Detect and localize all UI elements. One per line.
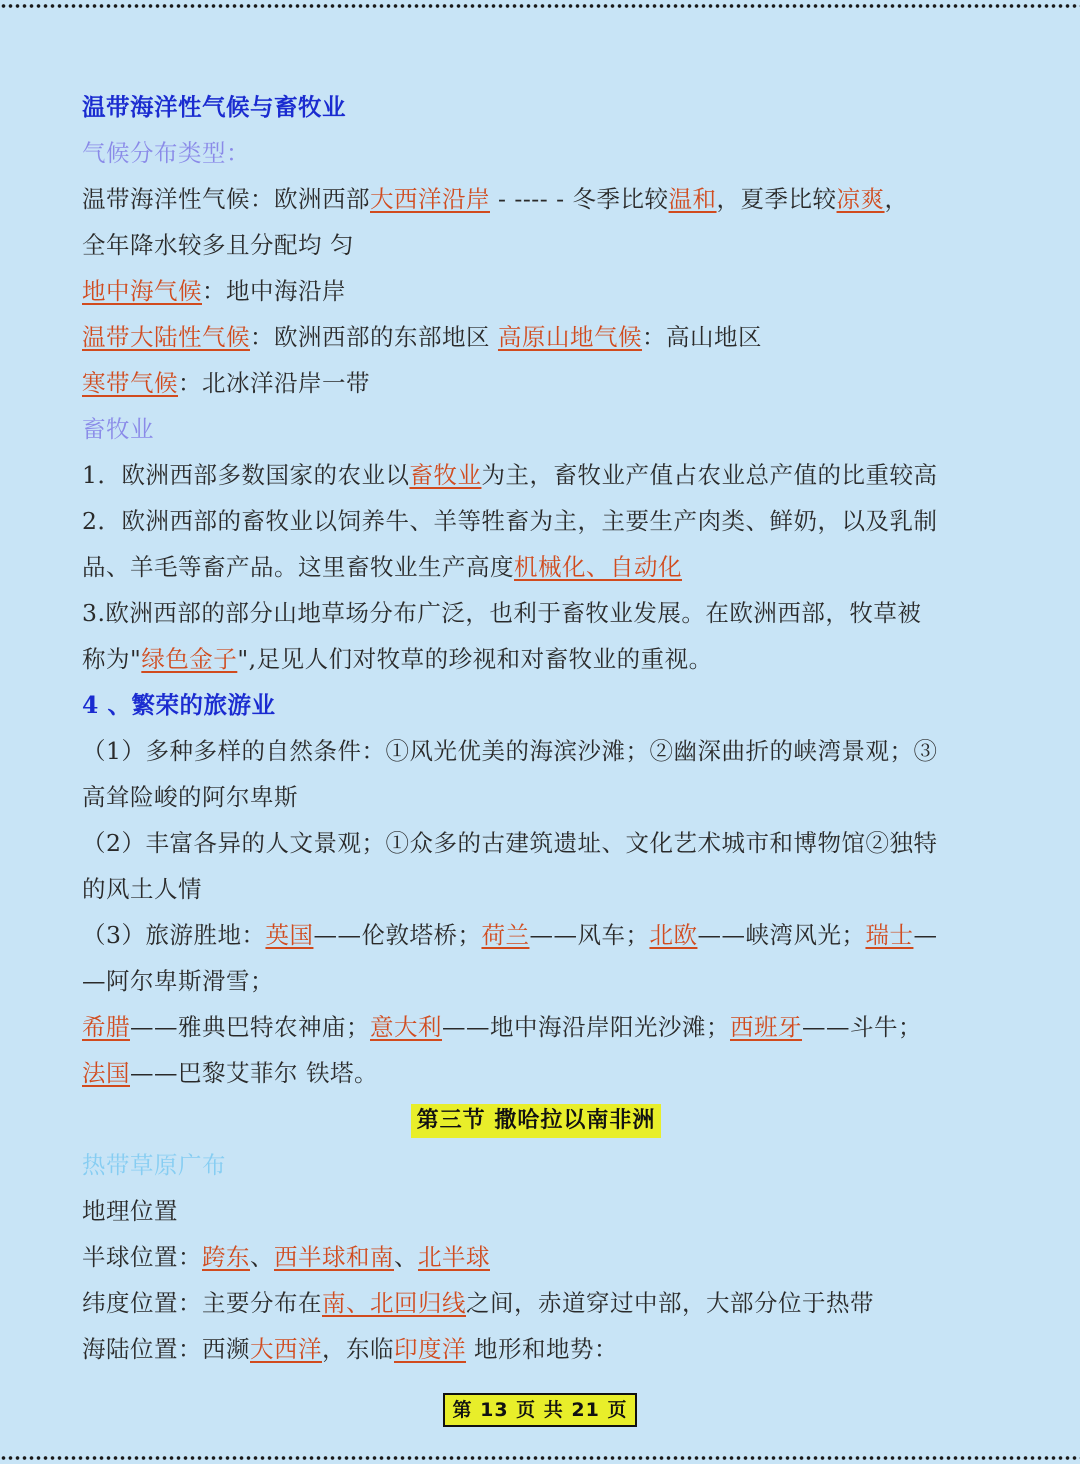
page-number: 第 13 页 共 21 页 [443, 1393, 638, 1427]
climate-mediterranean: 地中海气候：地中海沿岸 [82, 277, 346, 305]
geo-title: 地理位置 [82, 1197, 178, 1225]
highlight-polar-climate: 寒带气候 [82, 369, 178, 397]
tourism-point-3-line-2: —阿尔卑斯滑雪； [82, 967, 274, 995]
highlight-highland-climate: 高原山地气候 [497, 323, 642, 351]
geo-sea-land: 海陆位置：西濒大西洋，东临印度洋 地形和地势： [82, 1335, 618, 1363]
tourism-point-3-line-1: （3）旅游胜地：英国——伦敦塔桥；荷兰——风车；北欧——峡湾风光；瑞士— [82, 921, 938, 949]
climate-oceanic-line-1: 温带海洋性气候：欧洲西部大西洋沿岸 - ---- - 冬季比较温和，夏季比较凉爽， [82, 185, 909, 213]
tourism-point-3-line-3: 希腊——雅典巴特农神庙；意大利——地中海沿岸阳光沙滩；西班牙——斗牛； [82, 1013, 922, 1041]
section-title: 第三节 撒哈拉以南非洲 [411, 1104, 662, 1138]
highlight-tropics: 南、北回归线 [322, 1289, 466, 1317]
highlight-green-gold: 绿色金子 [141, 645, 238, 673]
highlight-west-south: 西半球和南 [274, 1243, 394, 1271]
highlight-north-hemisphere: 北半球 [418, 1243, 490, 1271]
section-title-row [82, 1096, 990, 1142]
livestock-point-2-line-2: 品、羊毛等畜产品。这里畜牧业生产高度机械化、自动化 [82, 553, 682, 581]
tourism-point-3-line-4: 法国——巴黎艾菲尔 铁塔。 [82, 1059, 378, 1087]
highlight-switzerland: 瑞士 [865, 921, 914, 949]
highlight-spain: 西班牙 [730, 1013, 802, 1041]
page-number-wrap [0, 1393, 1080, 1427]
bottom-dotted-border [0, 1454, 1080, 1462]
heading-oceanic-climate-livestock: 温带海洋性气候与畜牧业 [82, 93, 346, 121]
livestock-point-3-line-2: 称为"绿色金子",足见人们对牧草的珍视和对畜牧业的重视。 [82, 645, 713, 673]
climate-continental-highland: 温带大陆性气候：欧洲西部的东部地区 高原山地气候：高山地区 [82, 323, 762, 351]
highlight-continental-climate: 温带大陆性气候 [82, 323, 250, 351]
subheading-livestock: 畜牧业 [82, 415, 154, 443]
tourism-point-2-line-1: （2）丰富各异的人文景观；①众多的古建筑遗址、文化艺术城市和博物馆②独特 [82, 829, 938, 857]
top-dotted-border [0, 2, 1080, 10]
climate-oceanic-line-2: 全年降水较多且分配均 匀 [82, 231, 354, 259]
highlight-mechanization: 机械化、自动化 [514, 553, 682, 581]
highlight-france: 法国 [82, 1059, 130, 1087]
highlight-livestock: 畜牧业 [409, 461, 482, 489]
highlight-nordic: 北欧 [649, 921, 698, 949]
livestock-point-2-line-1: 2．欧洲西部的畜牧业以饲养牛、羊等牲畜为主，主要生产肉类、鲜奶，以及乳制 [82, 507, 938, 535]
highlight-atlantic: 大西洋 [250, 1335, 322, 1363]
highlight-cool: 凉爽 [836, 185, 885, 213]
highlight-mediterranean-climate: 地中海气候 [82, 277, 202, 305]
heading-tourism: 4 、繁荣的旅游业 [82, 691, 276, 719]
highlight-uk: 英国 [265, 921, 314, 949]
highlight-indian-ocean: 印度洋 [394, 1335, 466, 1363]
subheading-savanna: 热带草原广布 [82, 1151, 226, 1179]
tourism-point-1-line-2: 高耸险峻的阿尔卑斯 [82, 783, 298, 811]
highlight-italy: 意大利 [370, 1013, 442, 1041]
geo-latitude: 纬度位置：主要分布在南、北回归线之间，赤道穿过中部，大部分位于热带 [82, 1289, 874, 1317]
highlight-greece: 希腊 [82, 1013, 130, 1041]
subheading-climate-types: 气候分布类型： [82, 139, 250, 167]
tourism-point-1-line-1: （1）多种多样的自然条件：①风光优美的海滨沙滩；②幽深曲折的峡湾景观；③ [82, 737, 938, 765]
highlight-netherlands: 荷兰 [481, 921, 530, 949]
document-body [82, 84, 990, 1372]
livestock-point-1: 1．欧洲西部多数国家的农业以畜牧业为主，畜牧业产值占农业总产值的比重较高 [82, 461, 938, 489]
livestock-point-3-line-1: 3.欧洲西部的部分山地草场分布广泛，也利于畜牧业发展。在欧洲西部，牧草被 [82, 599, 922, 627]
highlight-east: 跨东 [202, 1243, 250, 1271]
highlight-atlantic-coast: 大西洋沿岸 [370, 185, 490, 213]
climate-polar: 寒带气候：北冰洋沿岸一带 [82, 369, 370, 397]
geo-hemisphere: 半球位置：跨东、西半球和南、北半球 [82, 1243, 490, 1271]
tourism-point-2-line-2: 的风土人情 [82, 875, 202, 903]
highlight-mild: 温和 [668, 185, 717, 213]
